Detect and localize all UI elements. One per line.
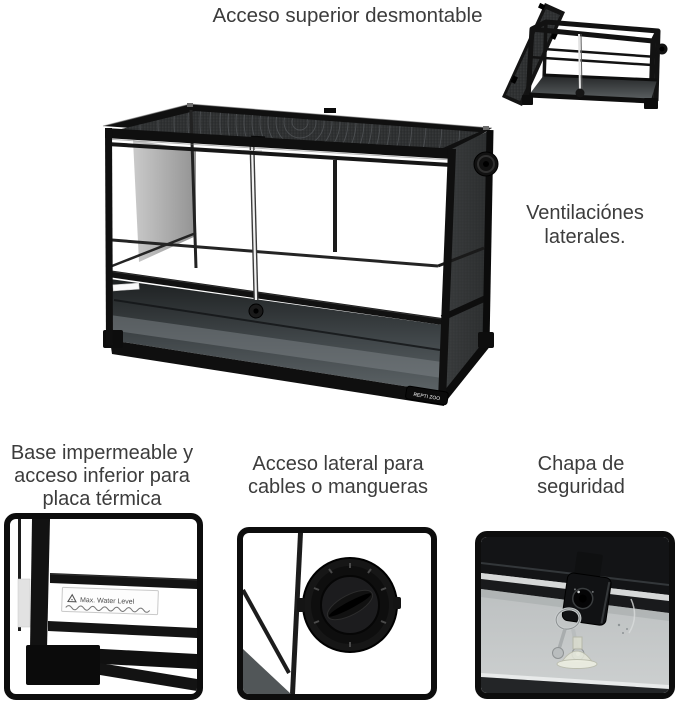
lock-illustration [481,537,669,693]
base-foot [644,98,658,109]
water-level-label [62,587,159,614]
side-vent-knob [474,152,498,176]
brand-badge-text: REPTI ZOO [412,391,441,403]
terrarium-illustration [55,90,510,435]
corner-post [30,519,50,649]
caption-security-lock: Chapa de seguridad [537,453,625,498]
inset-cable-port [237,527,437,700]
caption-top-access: Acceso superior desmontable [212,4,483,27]
glass-reflection-strip [18,579,30,627]
cable-port-illustration [243,533,431,694]
base-foot [478,332,494,348]
inset-security-lock [475,531,675,699]
base-foot [522,95,533,105]
glass-tint-corner [243,649,291,694]
frame-bar [48,621,197,638]
open-box-base [522,75,658,109]
frame-post [290,533,303,694]
caption-side-vents: Ventilaciónes laterales. [526,202,644,249]
lid-clip [324,108,336,113]
corner-screw [187,103,193,107]
caption-cable-port: Acceso lateral para cables o mangueras [247,453,429,498]
water-level-label-text: Max. Water Level [79,596,135,606]
base-detail-illustration [10,519,197,694]
inset-waterproof-base [4,513,203,700]
caption-waterproof-base: Base impermeable y acceso inferior para placa térmica [10,442,194,510]
open-top-terrarium-illustration [440,0,679,125]
base-foot [26,645,100,685]
corner-screw [483,126,489,130]
door-lock-knob [576,89,585,98]
cable-port-knob [297,558,401,652]
